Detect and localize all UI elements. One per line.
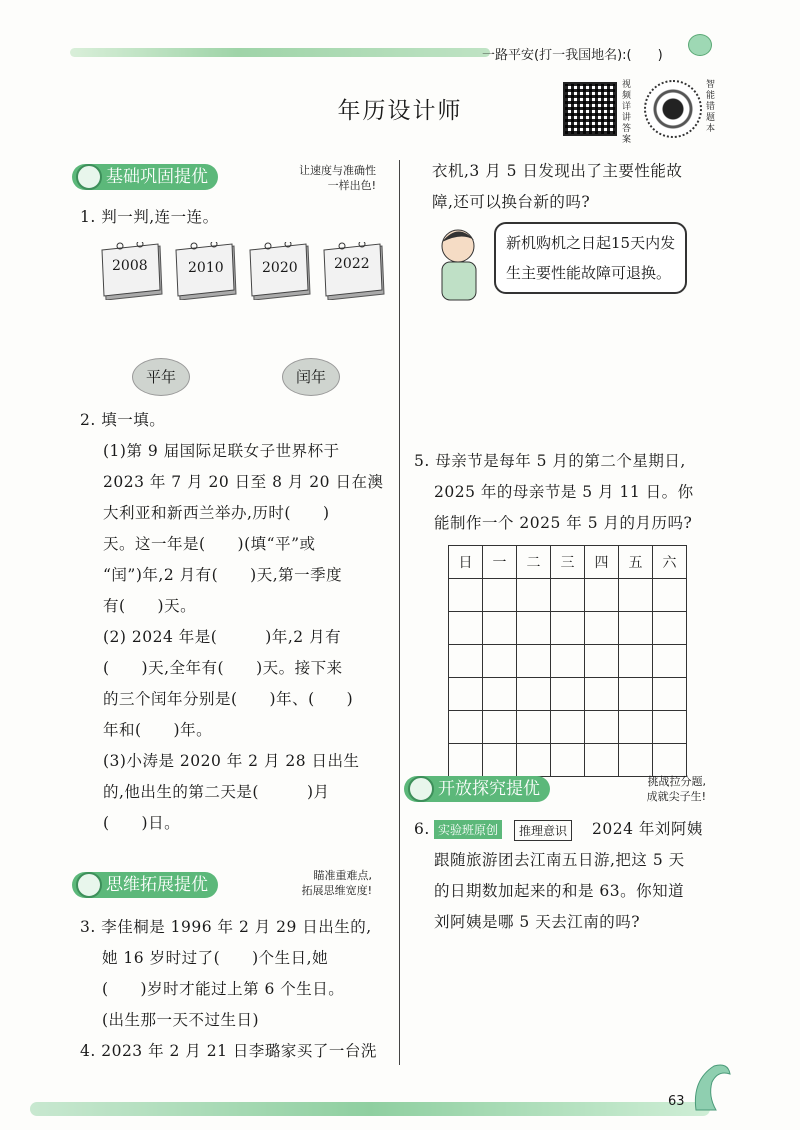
date-cell[interactable] xyxy=(619,744,653,777)
motto-line: 挑战拉分题, xyxy=(647,775,706,788)
date-cell[interactable] xyxy=(551,744,585,777)
date-cell[interactable] xyxy=(483,744,517,777)
option-leap-year[interactable]: 闰年 xyxy=(282,358,340,396)
date-cell[interactable] xyxy=(483,711,517,744)
calendar-icon xyxy=(100,242,166,300)
boy-illustration xyxy=(432,226,488,304)
motto-line: 拓展思维宽度! xyxy=(301,884,372,897)
q3 xyxy=(80,912,372,1036)
weekday-cell: 四 xyxy=(585,546,619,579)
bubble-line: 生主要性能故障可退换。 xyxy=(506,264,672,282)
q6-line: 刘阿姨是哪 5 天去江南的吗? xyxy=(434,913,641,931)
date-cell[interactable] xyxy=(619,711,653,744)
date-cell[interactable] xyxy=(449,711,483,744)
date-cell[interactable] xyxy=(483,579,517,612)
calendar-year: 2010 xyxy=(188,260,224,276)
date-cell[interactable] xyxy=(619,612,653,645)
date-cell[interactable] xyxy=(585,579,619,612)
riddle-text: 一路平安(打一我国地名):( ) xyxy=(482,48,663,63)
calendar-year: 2008 xyxy=(112,258,148,274)
q4-line: 障,还可以换台新的吗? xyxy=(432,193,591,211)
q2-line: 天。这一年是( )(填“平”或 xyxy=(103,535,316,553)
q4-line: 衣机,3 月 5 日发现出了主要性能故 xyxy=(432,162,683,180)
section-explore xyxy=(404,776,550,802)
calendar-icon xyxy=(322,242,388,300)
mascot-icon xyxy=(688,34,712,56)
calendar-week-row xyxy=(449,645,687,678)
dolphin-icon xyxy=(688,1060,734,1116)
motto-line: 瞄准重难点, xyxy=(313,869,372,882)
q4-line: 4. 2023 年 2 月 21 日李璐家买了一台洗 xyxy=(80,1042,377,1060)
weekday-header-row xyxy=(449,546,687,579)
q2-line: 年和( )年。 xyxy=(103,721,213,739)
q5 xyxy=(414,446,694,539)
date-cell[interactable] xyxy=(619,579,653,612)
date-cell[interactable] xyxy=(585,612,619,645)
q2-line: 有( )天。 xyxy=(103,597,197,615)
satellite-icon xyxy=(408,776,434,802)
date-cell[interactable] xyxy=(653,711,687,744)
date-cell[interactable] xyxy=(449,744,483,777)
q6-line: 跟随旅游团去江南五日游,把这 5 天 xyxy=(434,851,685,869)
qr-code-video[interactable] xyxy=(563,82,617,136)
date-cell[interactable] xyxy=(551,711,585,744)
qr-label-errorbook: 智能错题本 xyxy=(706,80,716,134)
q2-line: 2023 年 7 月 20 日至 8 月 20 日在澳 xyxy=(103,473,384,491)
section-thinking-motto xyxy=(246,868,372,898)
section-explore-motto xyxy=(594,774,706,804)
date-cell[interactable] xyxy=(551,678,585,711)
date-cell[interactable] xyxy=(585,711,619,744)
q6-line: 的日期数加起来的和是 63。你知道 xyxy=(434,882,685,900)
weekday-cell: 六 xyxy=(653,546,687,579)
date-cell[interactable] xyxy=(517,678,551,711)
weekday-cell: 二 xyxy=(517,546,551,579)
calendar-week-row xyxy=(449,579,687,612)
weekday-cell: 日 xyxy=(449,546,483,579)
ufo-icon xyxy=(76,872,102,898)
calendar-week-row xyxy=(449,612,687,645)
calendar-week-row xyxy=(449,711,687,744)
date-cell[interactable] xyxy=(517,579,551,612)
q2-line: ( )天,全年有( )天。接下来 xyxy=(103,659,343,677)
year-calendars xyxy=(100,242,390,304)
footer-band xyxy=(30,1102,710,1116)
date-cell[interactable] xyxy=(449,579,483,612)
date-cell[interactable] xyxy=(653,645,687,678)
column-divider xyxy=(399,160,400,1065)
date-cell[interactable] xyxy=(585,678,619,711)
calendar-year: 2022 xyxy=(334,256,370,272)
date-cell[interactable] xyxy=(585,645,619,678)
motto-line: 让速度与准确性 xyxy=(299,164,376,177)
q6-body xyxy=(434,845,685,938)
tag-reasoning: 推理意识 xyxy=(514,820,572,841)
q2-line: (3)小涛是 2020 年 2 月 28 日出生 xyxy=(103,752,360,770)
target-icon xyxy=(76,164,102,190)
q5-line: 能制作一个 2025 年 5 月的月历吗? xyxy=(434,514,693,532)
date-cell[interactable] xyxy=(653,744,687,777)
weekday-cell: 一 xyxy=(483,546,517,579)
section-thinking-label: 思维拓展提优 xyxy=(72,872,218,898)
date-cell[interactable] xyxy=(653,678,687,711)
date-cell[interactable] xyxy=(483,612,517,645)
date-cell[interactable] xyxy=(653,579,687,612)
section-thinking xyxy=(72,872,218,898)
q4-continued xyxy=(432,156,682,218)
calendar-year: 2020 xyxy=(262,260,298,276)
header-band xyxy=(70,48,490,57)
date-cell[interactable] xyxy=(449,645,483,678)
calendar-icon xyxy=(174,242,240,300)
date-cell[interactable] xyxy=(449,612,483,645)
motto-line: 一样出色! xyxy=(327,179,376,192)
section-basic-motto xyxy=(260,163,376,193)
date-cell[interactable] xyxy=(551,579,585,612)
motto-line: 成就尖子生! xyxy=(646,790,706,803)
q5-line: 5. 母亲节是每年 5 月的第二个星期日, xyxy=(414,452,686,470)
q2-stem: 2. 填一填。 xyxy=(80,411,166,429)
page-number: 63 xyxy=(668,1094,685,1109)
q3-line: (出生那一天不过生日) xyxy=(102,1011,260,1029)
q2-line: 大利亚和新西兰举办,历时( ) xyxy=(103,504,330,522)
calendar-week-row xyxy=(449,744,687,777)
qr-label-video: 视频详讲答案 xyxy=(622,80,632,145)
may-calendar-grid xyxy=(448,545,687,777)
page-title: 年历设计师 xyxy=(337,98,463,124)
weekday-cell: 五 xyxy=(619,546,653,579)
date-cell[interactable] xyxy=(653,612,687,645)
date-cell[interactable] xyxy=(619,678,653,711)
date-cell[interactable] xyxy=(483,645,517,678)
q6-line: 2024 年刘阿姨 xyxy=(592,820,703,838)
date-cell[interactable] xyxy=(483,678,517,711)
calendar-week-row xyxy=(449,678,687,711)
date-cell[interactable] xyxy=(517,744,551,777)
section-explore-label: 开放探究提优 xyxy=(404,776,550,802)
date-cell[interactable] xyxy=(551,645,585,678)
q2-body xyxy=(103,436,383,839)
q6-number: 6. xyxy=(414,820,430,838)
q2-line: 的三个闰年分别是( )年、( ) xyxy=(103,690,354,708)
q2-line: 的,他出生的第二天是( )月 xyxy=(103,783,330,801)
section-basic-label: 基础巩固提优 xyxy=(72,164,218,190)
date-cell[interactable] xyxy=(517,612,551,645)
tag-experimental: 实验班原创 xyxy=(434,820,502,839)
q3-line: 3. 李佳桐是 1996 年 2 月 29 日出生的, xyxy=(80,918,372,936)
date-cell[interactable] xyxy=(517,645,551,678)
date-cell[interactable] xyxy=(517,711,551,744)
date-cell[interactable] xyxy=(449,678,483,711)
rule-speech-bubble xyxy=(494,222,687,294)
q2-line: ( )日。 xyxy=(103,814,181,832)
date-cell[interactable] xyxy=(585,744,619,777)
q5-line: 2025 年的母亲节是 5 月 11 日。你 xyxy=(434,483,694,501)
calendar-icon xyxy=(248,242,314,300)
option-ping-year[interactable]: 平年 xyxy=(132,358,190,396)
q2-line: “闰”)年,2 月有( )天,第一季度 xyxy=(103,566,343,584)
q2-line: (1)第 9 届国际足联女子世界杯于 xyxy=(103,442,340,460)
date-cell[interactable] xyxy=(551,612,585,645)
q2-line: (2) 2024 年是( )年,2 月有 xyxy=(103,628,342,646)
date-cell[interactable] xyxy=(619,645,653,678)
q3-line: ( )岁时才能过上第 6 个生日。 xyxy=(102,980,345,998)
qr-code-errorbook[interactable] xyxy=(644,80,702,138)
weekday-cell: 三 xyxy=(551,546,585,579)
bubble-line: 新机购机之日起15天内发 xyxy=(506,234,676,252)
q1-stem: 1. 判一判,连一连。 xyxy=(80,208,219,226)
q3-line: 她 16 岁时过了( )个生日,她 xyxy=(102,949,329,967)
section-basic xyxy=(72,164,218,190)
